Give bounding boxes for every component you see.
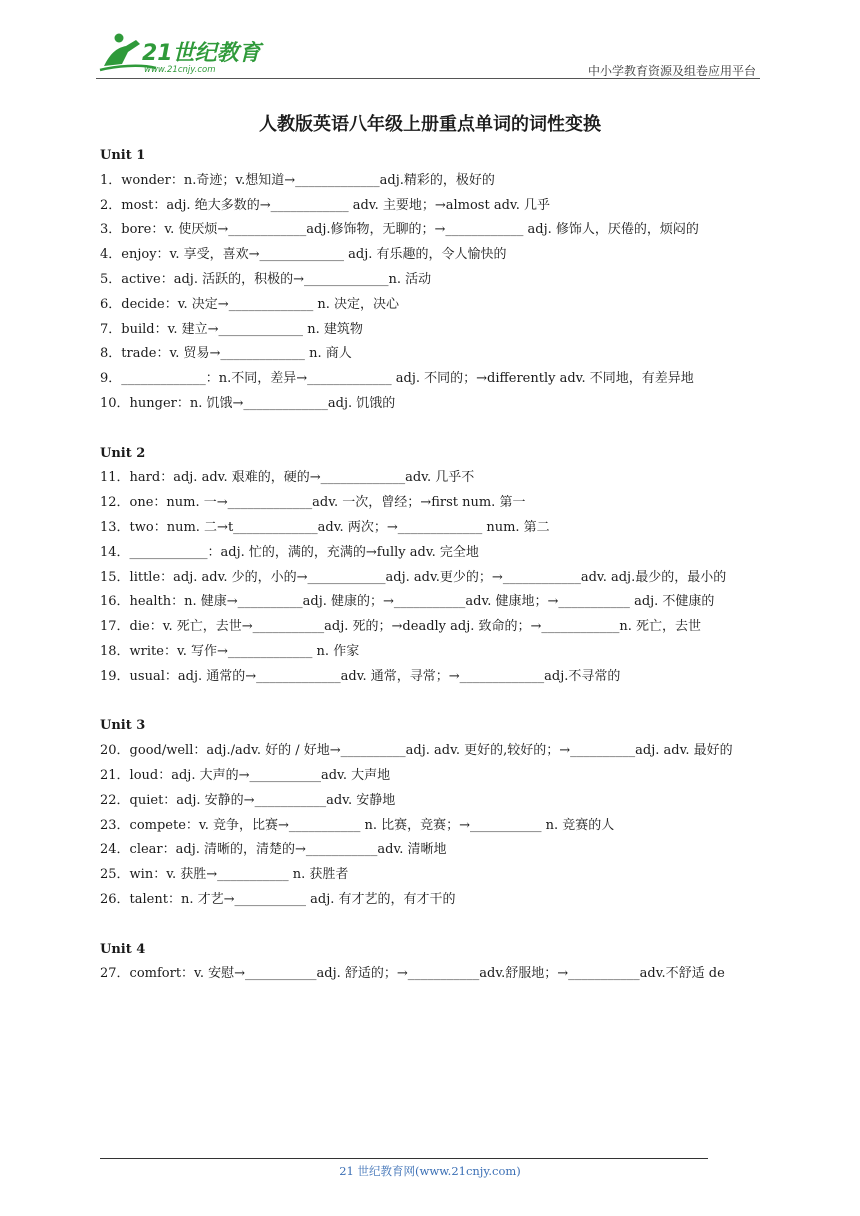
page-header bbox=[96, 30, 760, 78]
unit-heading: Unit 4 bbox=[100, 941, 146, 957]
unit-heading: Unit 3 bbox=[100, 718, 146, 734]
exercise-item: 24．clear：adj. 清晰的，清楚的→___________adv. 清晰地 bbox=[100, 842, 447, 858]
word-list bbox=[100, 144, 762, 987]
exercise-item: 23．compete：v. 竞争，比赛→___________ n. 比赛，竞赛；→___________ n. 竞赛的人 bbox=[100, 817, 615, 833]
footer-link[interactable]: 21 世纪教育网(www.21cnjy.com) bbox=[339, 1164, 521, 1178]
exercise-item: 7．build：v. 建立→_____________ n. 建筑物 bbox=[100, 321, 363, 337]
exercise-item: 16．health：n. 健康→__________adj. 健康的；→___________adv. 健康地；→___________ adj. 不健康的 bbox=[100, 594, 715, 610]
exercise-item: 20．good/well：adj./adv. 好的 / 好地→__________adj. adv. 更好的,较好的；→__________adj. adv. 最好的 bbox=[100, 743, 733, 759]
unit-heading: Unit 1 bbox=[100, 148, 146, 163]
footer-divider bbox=[100, 1158, 708, 1159]
exercise-item: 10．hunger：n. 饥饿→_____________adj. 饥饿的 bbox=[100, 395, 396, 411]
exercise-item: 17．die：v. 死亡，去世→___________adj. 死的；→deadly adj. 致命的；→____________n. 死亡，去世 bbox=[100, 619, 702, 635]
exercise-item: 11．hard：adj. adv. 艰难的，硬的→_____________adv. 几乎不 bbox=[100, 470, 475, 486]
exercise-item: 26．talent：n. 才艺→___________ adj. 有才艺的，有才干的 bbox=[100, 891, 456, 907]
section-gap bbox=[100, 417, 762, 442]
exercise-item: 5．active：adj. 活跃的，积极的→_____________n. 活动 bbox=[100, 271, 432, 287]
exercise-item: 22．quiet：adj. 安静的→___________adv. 安静地 bbox=[100, 792, 396, 808]
exercise-item: 9．_____________：n.不同，差异→_____________ adj. 不同的；→differently adv. 不同地，有差异地 bbox=[100, 371, 694, 387]
exercise-item: 2．most：adj. 绝大多数的→____________ adv. 主要地；→almost adv. 几乎 bbox=[100, 197, 550, 213]
unit-heading: Unit 2 bbox=[100, 445, 146, 461]
exercise-item: 6．decide：v. 决定→_____________ n. 决定，决心 bbox=[100, 296, 399, 312]
exercise-item: 13．two：num. 二→t_____________adv. 两次；→_____________ num. 第二 bbox=[100, 519, 550, 535]
platform-label: 中小学教育资源及组卷应用平台 bbox=[587, 64, 756, 78]
exercise-item: 27．comfort：v. 安慰→___________adj. 舒适的；→___________adv.舒服地；→___________adv.不舒适 de bbox=[100, 966, 725, 982]
exercise-item: 8．trade：v. 贸易→_____________ n. 商人 bbox=[100, 346, 352, 362]
exercise-item: 12．one：num. 一→_____________adv. 一次，曾经；→first num. 第一 bbox=[100, 495, 526, 511]
exercise-item: 25．win：v. 获胜→___________ n. 获胜者 bbox=[100, 867, 349, 883]
section-gap bbox=[100, 690, 762, 715]
header-divider bbox=[96, 78, 760, 79]
exercise-item: 18．write：v. 写作→_____________ n. 作家 bbox=[100, 643, 360, 659]
exercise-item: 3．bore：v. 使厌烦→____________adj.修饰物，无聊的；→____________ adj. 修饰人，厌倦的，烦闷的 bbox=[100, 222, 699, 238]
exercise-item: 1．wonder：n.奇迹；v.想知道→_____________adj.精彩的，极好的 bbox=[100, 172, 495, 188]
exercise-item: 15．little：adj. adv. 少的，小的→____________adj. adv.更少的；→____________adv. adj.最少的，最小的 bbox=[100, 569, 727, 585]
exercise-item: 4．enjoy：v. 享受，喜欢→_____________ adj. 有乐趣的，令人愉快的 bbox=[100, 247, 507, 263]
exercise-item: 19．usual：adj. 通常的→_____________adv. 通常，寻常；→_____________adj.不寻常的 bbox=[100, 668, 621, 684]
document-title: 人教版英语八年级上册重点单词的词性变换 bbox=[259, 114, 601, 135]
exercise-item: 21．loud：adj. 大声的→___________adv. 大声地 bbox=[100, 767, 391, 783]
21cnjy-logo bbox=[96, 30, 266, 76]
svg-text:www.21cnjy.com: www.21cnjy.com bbox=[144, 65, 216, 75]
svg-text:21世纪教育: 21世纪教育 bbox=[142, 41, 261, 66]
exercise-item: 14．____________：adj. 忙的，满的，充满的→fully adv. 完全地 bbox=[100, 544, 479, 560]
section-gap bbox=[100, 913, 762, 938]
